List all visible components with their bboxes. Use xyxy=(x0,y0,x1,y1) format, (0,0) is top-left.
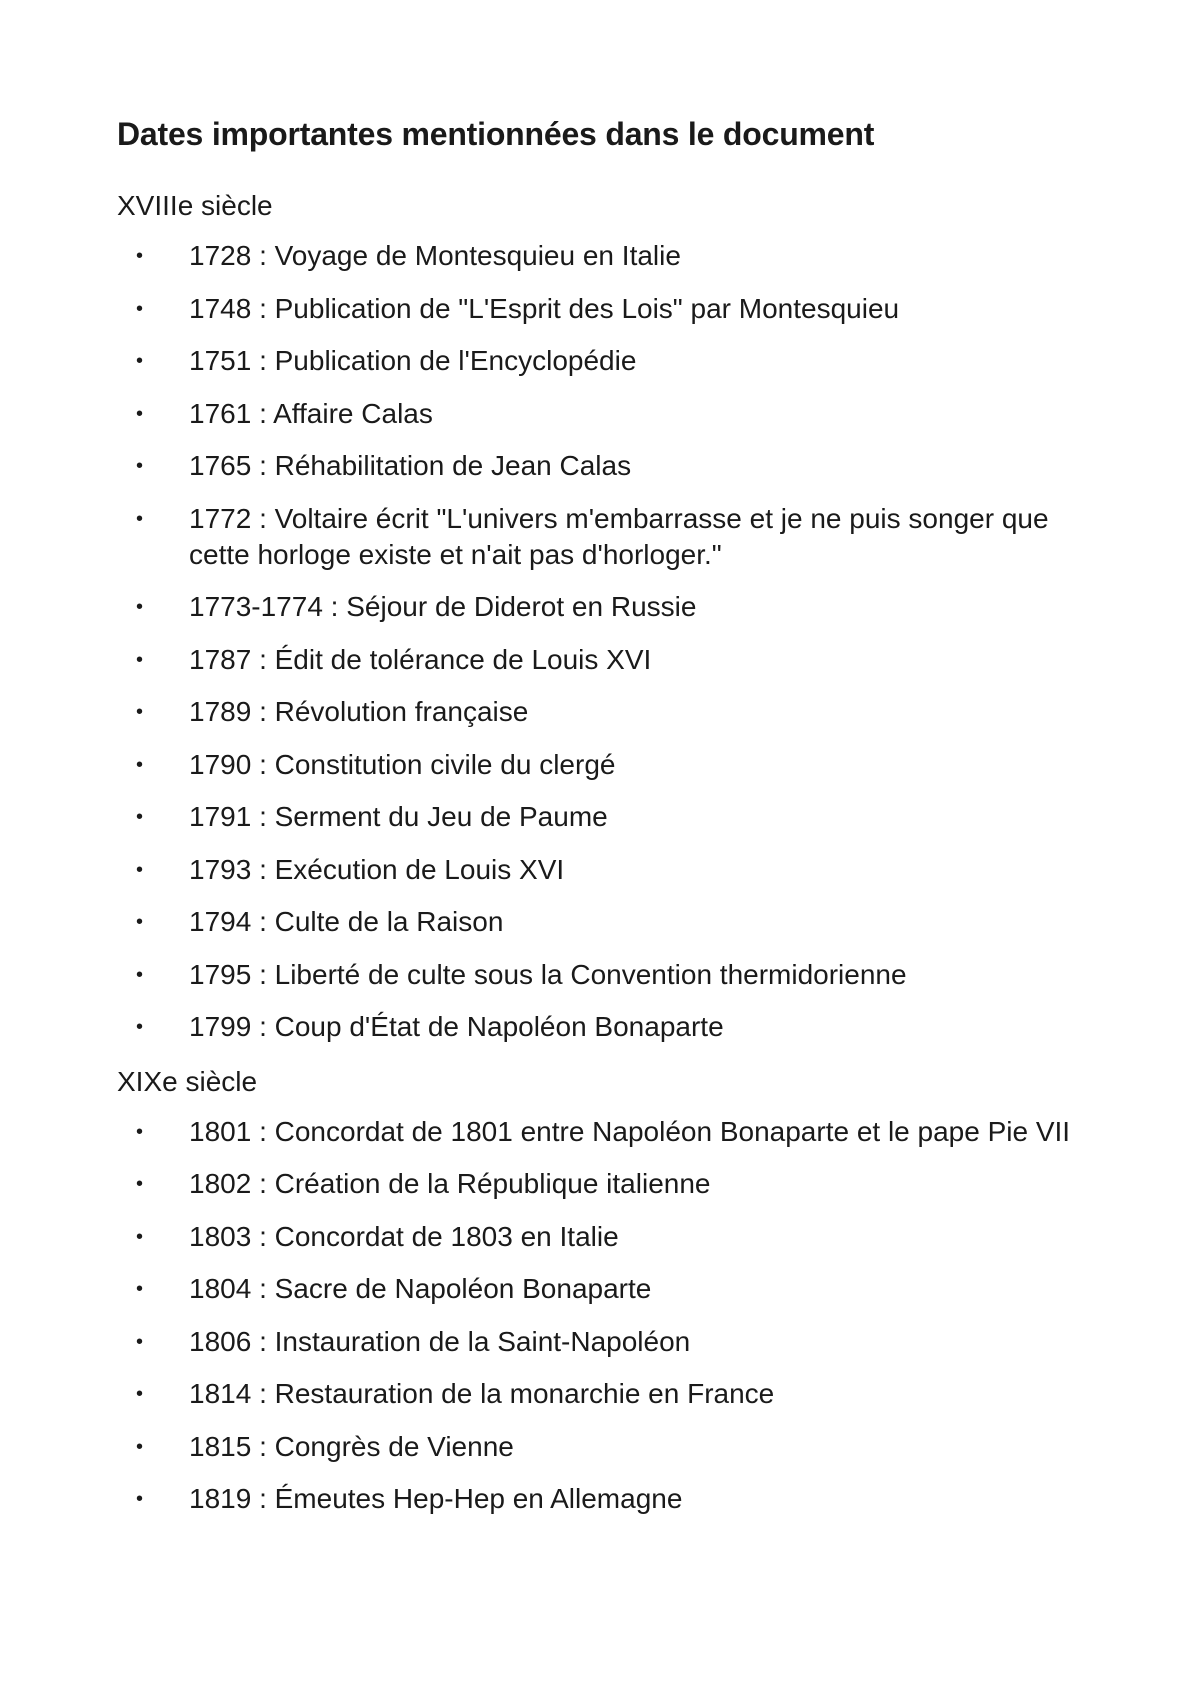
list-item xyxy=(117,1271,1077,1307)
list-item xyxy=(117,852,1077,888)
list-item-text: 1815 : Congrès de Vienne xyxy=(189,1430,514,1462)
list-item-text: 1814 : Restauration de la monarchie en France xyxy=(189,1378,775,1409)
list-item xyxy=(117,589,1077,625)
list-item xyxy=(117,1324,1077,1360)
list-item xyxy=(117,799,1077,835)
list-item-text: 1751 : Publication de l'Encyclopédie xyxy=(189,345,637,376)
list-item-text: 1773-1774 : Séjour de Diderot en Russie xyxy=(189,591,697,622)
list-item xyxy=(117,501,1077,573)
bullet-icon: • xyxy=(136,806,144,828)
list-item xyxy=(117,1376,1077,1412)
bullet-icon: • xyxy=(136,1120,144,1143)
list-item-text: 1795 : Liberté de culte sous la Convention thermidorienne xyxy=(189,958,907,990)
list-item-text: 1803 : Concordat de 1803 en Italie xyxy=(189,1220,619,1252)
list-item xyxy=(117,694,1077,730)
list-item-text: 1804 : Sacre de Napoléon Bonaparte xyxy=(189,1273,652,1304)
bullet-icon: • xyxy=(136,297,144,320)
list-item xyxy=(117,957,1077,993)
list-item-text: 1791 : Serment du Jeu de Paume xyxy=(189,801,608,832)
list-item xyxy=(117,1166,1077,1202)
list-item-text: 1761 : Affaire Calas xyxy=(189,397,433,429)
list-item-text: 1819 : Émeutes Hep-Hep en Allemagne xyxy=(189,1483,683,1514)
list-item xyxy=(117,343,1077,379)
section-heading-19th-century: XIXe siècle xyxy=(117,1065,258,1097)
section-heading-18th-century: XVIIIe siècle xyxy=(117,190,273,221)
list-item-text: 1787 : Édit de tolérance de Louis XVI xyxy=(189,643,652,675)
list-item xyxy=(117,1114,1077,1150)
date-list-18th-century xyxy=(117,238,1077,1045)
bullet-icon: • xyxy=(136,596,144,618)
list-item-text: 1765 : Réhabilitation de Jean Calas xyxy=(189,450,632,481)
list-item-text: 1793 : Exécution de Louis XVI xyxy=(189,853,565,885)
bullet-icon: • xyxy=(136,1173,144,1195)
bullet-icon: • xyxy=(136,1225,144,1248)
page-title: Dates importantes mentionnées dans le document xyxy=(117,116,875,152)
bullet-icon: • xyxy=(136,963,144,986)
bullet-icon: • xyxy=(136,858,144,881)
bullet-icon: • xyxy=(136,1278,144,1300)
list-item xyxy=(117,1009,1077,1045)
bullet-icon: • xyxy=(136,753,144,776)
list-item xyxy=(117,747,1077,783)
list-item xyxy=(117,1429,1077,1465)
bullet-icon: • xyxy=(136,402,144,425)
bullet-icon: • xyxy=(136,1383,144,1405)
list-item-text: 1794 : Culte de la Raison xyxy=(189,906,504,937)
bullet-icon: • xyxy=(136,1488,144,1510)
list-item xyxy=(117,238,1077,274)
list-item xyxy=(117,448,1077,484)
bullet-icon: • xyxy=(136,648,144,671)
bullet-icon: • xyxy=(136,1016,144,1038)
list-item xyxy=(117,1481,1077,1517)
list-item-text: 1801 : Concordat de 1801 entre Napoléon Bonaparte et le pape Pie VII xyxy=(189,1115,1071,1147)
list-item-text: 1772 : Voltaire écrit "L'univers m'embarrasse et je ne puis songer que cette horloge existe et n'ait pas d'horloger." xyxy=(189,502,1049,570)
document-page xyxy=(117,112,1077,1534)
bullet-icon: • xyxy=(136,507,144,530)
list-item-text: 1802 : Création de la République italienne xyxy=(189,1168,711,1199)
list-item xyxy=(117,396,1077,432)
bullet-icon: • xyxy=(136,245,144,267)
list-item-text: 1728 : Voyage de Montesquieu en Italie xyxy=(189,240,681,271)
list-item-text: 1748 : Publication de "L'Esprit des Lois" par Montesquieu xyxy=(189,292,900,324)
bullet-icon: • xyxy=(136,1435,144,1458)
list-item-text: 1806 : Instauration de la Saint-Napoléon xyxy=(189,1325,691,1357)
list-item xyxy=(117,642,1077,678)
bullet-icon: • xyxy=(136,455,144,477)
list-item-text: 1799 : Coup d'État de Napoléon Bonaparte xyxy=(189,1011,724,1042)
list-item xyxy=(117,904,1077,940)
bullet-icon: • xyxy=(136,350,144,372)
date-list-19th-century xyxy=(117,1114,1077,1518)
bullet-icon: • xyxy=(136,1330,144,1353)
list-item-text: 1790 : Constitution civile du clergé xyxy=(189,748,616,780)
list-item xyxy=(117,1219,1077,1255)
list-item-text: 1789 : Révolution française xyxy=(189,696,529,727)
bullet-icon: • xyxy=(136,911,144,933)
list-item xyxy=(117,291,1077,327)
bullet-icon: • xyxy=(136,701,144,723)
